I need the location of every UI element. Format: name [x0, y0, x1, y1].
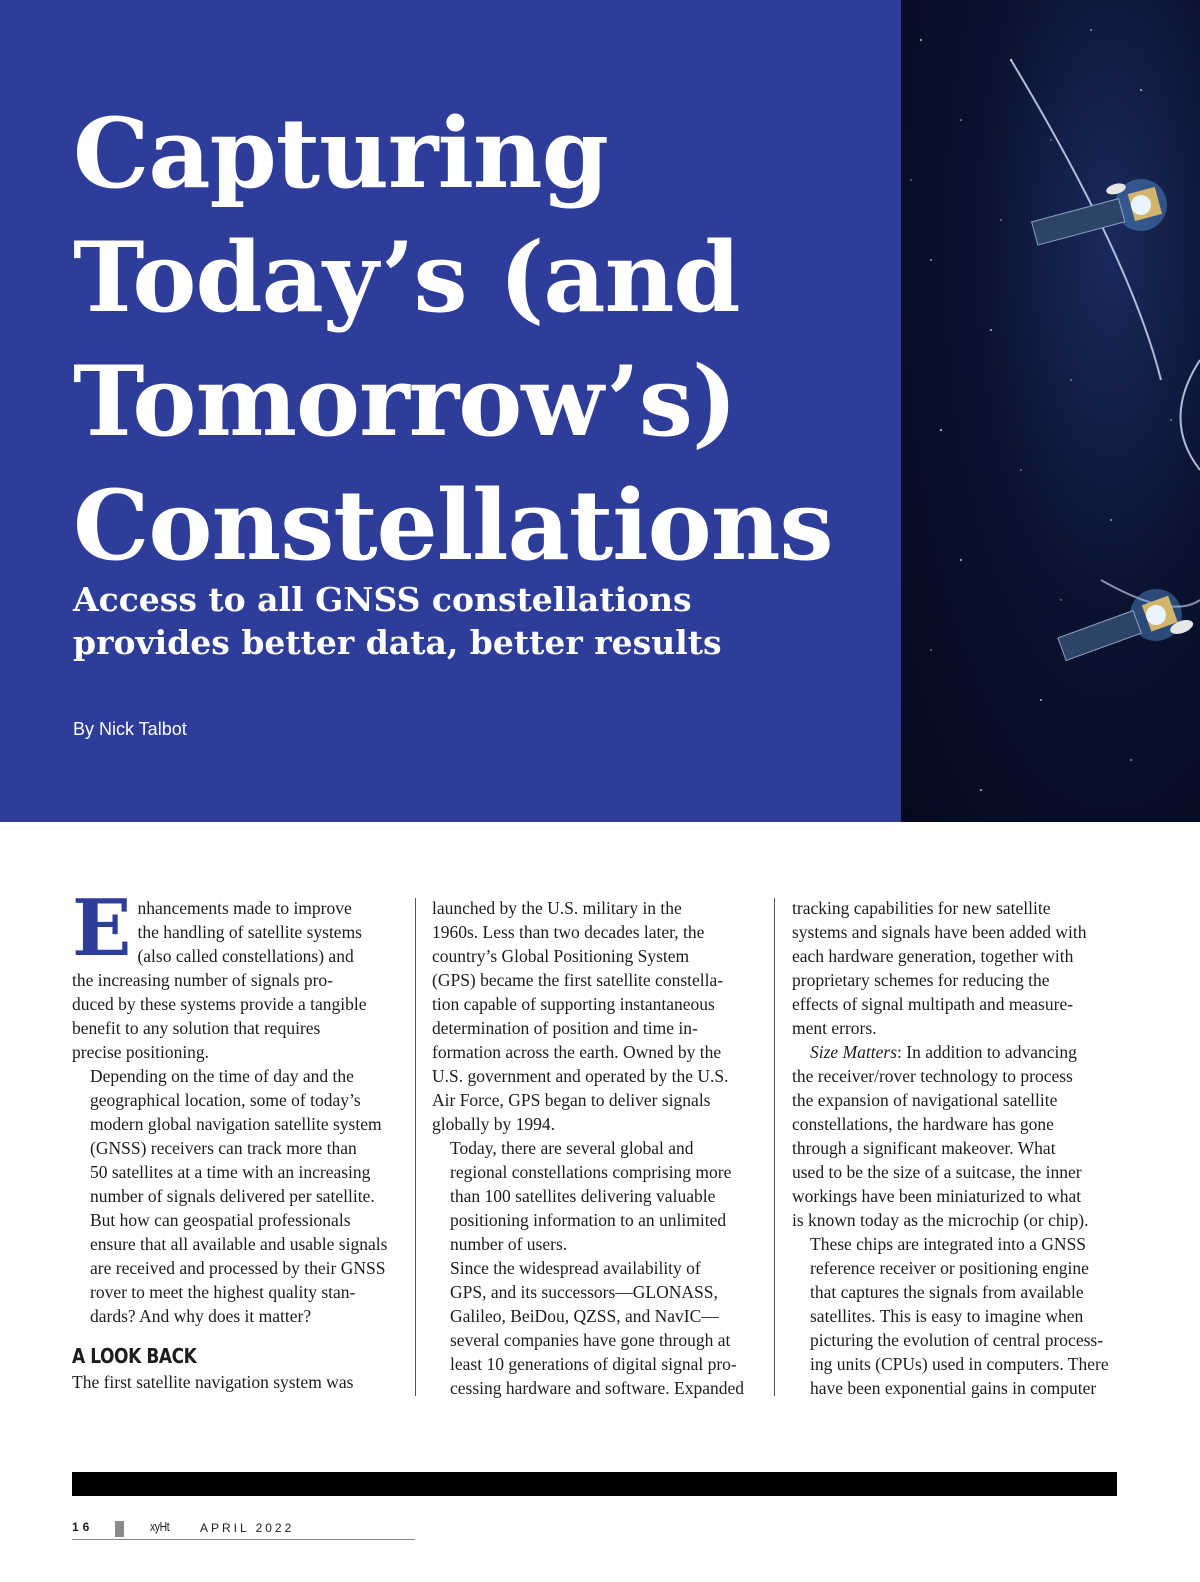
- text-line: ensure that all available and usable signals: [90, 1234, 388, 1254]
- text-line: Air Force, GPS began to deliver signals: [432, 1090, 711, 1110]
- text-line: tracking capabilities for new satellite: [792, 898, 1051, 918]
- text-line: the handling of satellite systems: [137, 922, 362, 942]
- paragraph: [792, 896, 1122, 1040]
- text-line: ment errors.: [792, 1018, 877, 1038]
- satellite-illustration: [901, 0, 1200, 822]
- text-line: satellites. This is easy to imagine when: [810, 1306, 1084, 1326]
- magazine-brand: xyHt: [150, 1519, 170, 1534]
- text-line: modern global navigation satellite system: [90, 1114, 382, 1134]
- text-line: 50 satellites at a time with an increasing: [90, 1162, 371, 1182]
- text-line: country’s Global Positioning System: [432, 946, 690, 966]
- text-line: effects of signal multipath and measure-: [792, 994, 1074, 1014]
- text-line: These chips are integrated into a GNSS: [810, 1234, 1087, 1254]
- text-line: Galileo, BeiDou, QZSS, and NavIC—: [450, 1306, 719, 1326]
- paragraph: [792, 1040, 1122, 1232]
- section-heading: A LOOK BACK: [72, 1344, 197, 1368]
- title-line: Capturing: [73, 97, 608, 210]
- drop-cap: E: [72, 883, 132, 974]
- text-line: used to be the size of a suitcase, the inner: [792, 1162, 1082, 1182]
- line-group: [792, 1064, 1122, 1232]
- subtitle-line: provides better data, better results: [73, 623, 722, 662]
- line-group: [432, 1136, 762, 1256]
- text-line: proprietary schemes for reducing the: [792, 970, 1050, 990]
- text-line: least 10 generations of digital signal pro-: [450, 1354, 737, 1374]
- text-line: duced by these systems provide a tangible: [72, 994, 367, 1014]
- text-line: ing units (CPUs) used in computers. There: [810, 1354, 1109, 1374]
- text-line: Depending on the time of day and the: [90, 1066, 354, 1086]
- text-line: are received and processed by their GNSS: [90, 1258, 386, 1278]
- line-group: [72, 1370, 402, 1394]
- text-line: systems and signals have been added with: [792, 922, 1087, 942]
- text-line: (also called constellations) and: [137, 946, 354, 966]
- text-line: picturing the evolution of central process-: [810, 1330, 1104, 1350]
- text-line: globally by 1994.: [432, 1114, 555, 1134]
- article-subtitle: [73, 578, 722, 664]
- title-line: Constellations: [73, 469, 833, 582]
- line-group: [792, 896, 1122, 1040]
- text-line: But how can geospatial professionals: [90, 1210, 351, 1230]
- text-line: through a significant makeover. What: [792, 1138, 1056, 1158]
- satellite-image: [901, 0, 1200, 822]
- text-line: constellations, the hardware has gone: [792, 1114, 1054, 1134]
- article-body: [0, 883, 1200, 1398]
- text-line: reference receiver or positioning engine: [810, 1258, 1089, 1278]
- footer-block: [115, 1521, 124, 1537]
- text-line: formation across the earth. Owned by the: [432, 1042, 722, 1062]
- text-line: Today, there are several global and: [450, 1138, 694, 1158]
- text-line: (GPS) became the first satellite constella-: [432, 970, 724, 990]
- text-line: dards? And why does it matter?: [90, 1306, 312, 1326]
- text-line: geographical location, some of today’s: [90, 1090, 361, 1110]
- run-in-heading: Size Matters: [810, 1042, 898, 1062]
- text-line: each hardware generation, together with: [792, 946, 1074, 966]
- paragraph: [792, 1232, 1122, 1400]
- text-line: precise positioning.: [72, 1042, 210, 1062]
- paragraph: [432, 1256, 762, 1400]
- column-1: [72, 883, 402, 1394]
- text-line: U.S. government and operated by the U.S.: [432, 1066, 729, 1086]
- line-group: [432, 896, 762, 1136]
- page-number: 16: [72, 1520, 94, 1534]
- text-line: GPS, and its successors—GLONASS,: [450, 1282, 718, 1302]
- column-2: [432, 896, 762, 1400]
- paragraph: [72, 1064, 402, 1328]
- text-line: the expansion of navigational satellite: [792, 1090, 1058, 1110]
- byline: By Nick Talbot: [73, 719, 187, 739]
- text-line: (GNSS) receivers can track more than: [90, 1138, 357, 1158]
- text-line: that captures the signals from available: [810, 1282, 1084, 1302]
- text-line: the increasing number of signals pro-: [72, 970, 333, 990]
- text-line: the receiver/rover technology to process: [792, 1066, 1073, 1086]
- text-line: benefit to any solution that requires: [72, 1018, 321, 1038]
- text-line: several companies have gone through at: [450, 1330, 731, 1350]
- text-line: 1960s. Less than two decades later, the: [432, 922, 705, 942]
- text-line: launched by the U.S. military in the: [432, 898, 682, 918]
- text-line: The first satellite navigation system was: [72, 1372, 354, 1392]
- text-line: workings have been miniaturized to what: [792, 1186, 1082, 1206]
- text-line: tion capable of supporting instantaneous: [432, 994, 715, 1014]
- paragraph: [432, 1136, 762, 1256]
- text-line: than 100 satellites delivering valuable: [450, 1186, 716, 1206]
- subtitle-line: Access to all GNSS constellations: [73, 580, 692, 619]
- paragraph: [72, 1370, 402, 1394]
- paragraph-first-line: [792, 1040, 1122, 1064]
- text-line: determination of position and time in-: [432, 1018, 698, 1038]
- text-line: positioning information to an unlimited: [450, 1210, 727, 1230]
- text-line: cessing hardware and software. Expanded: [450, 1378, 744, 1398]
- footer-rule: [72, 1539, 415, 1540]
- text-line: number of signals delivered per satellite.: [90, 1186, 375, 1206]
- paragraph: [72, 883, 402, 1064]
- title-line: Tomorrow’s): [73, 345, 737, 458]
- text-line: rover to meet the highest quality stan-: [90, 1282, 356, 1302]
- text-line: nhancements made to improve: [137, 898, 352, 918]
- line-group: [72, 1064, 402, 1328]
- line-text: : In addition to advancing: [897, 1042, 1077, 1062]
- article-title: [73, 92, 833, 588]
- page-footer: [72, 1520, 417, 1540]
- text-line: have been exponential gains in computer: [810, 1378, 1097, 1398]
- title-line: Today’s (and: [73, 221, 740, 334]
- issue-date: APRIL 2022: [200, 1521, 295, 1535]
- line-group: [432, 1256, 762, 1400]
- footer-bar: [72, 1472, 1117, 1496]
- line-group: [792, 1232, 1122, 1400]
- text-line: regional constellations comprising more: [450, 1162, 732, 1182]
- text-line: number of users.: [450, 1234, 568, 1254]
- paragraph: [432, 896, 762, 1136]
- column-3: [792, 896, 1122, 1400]
- text-line: is known today as the microchip (or chip).: [792, 1210, 1089, 1230]
- text-line: Since the widespread availability of: [450, 1258, 701, 1278]
